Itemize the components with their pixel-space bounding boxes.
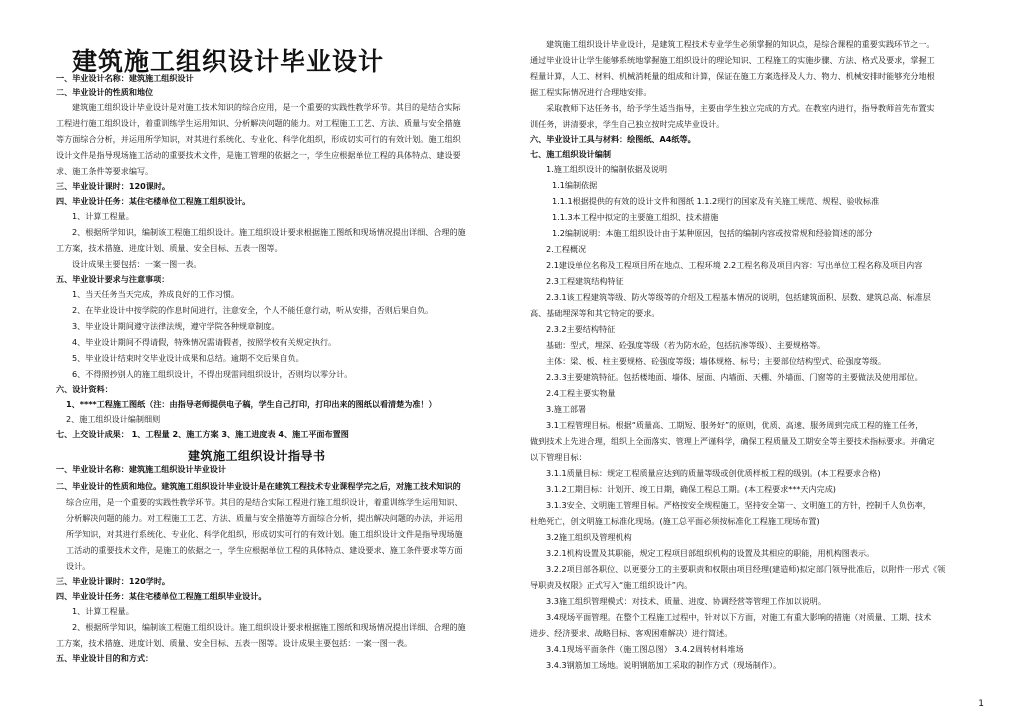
- text-line: 4、毕业设计期间不得请假，特殊情况需请假者，按照学校有关规定执行。: [72, 337, 337, 347]
- text-line: 建筑施工组织设计毕业设计是对施工技术知识的综合应用，是一个重要的实践性教学环节。其目的是结合实际: [72, 102, 461, 112]
- section-heading: 六、毕业设计工具与材料：绘图纸、A4纸等。: [530, 134, 696, 144]
- section-heading: 一、毕业设计名称：建筑施工组织设计毕业设计: [56, 464, 226, 474]
- text-line: 通过毕业设计让学生能够系统地掌握施工组织设计的理论知识、工程施工的实施步骤、方法、格式及要求，掌握工: [530, 55, 935, 65]
- section-heading: 五、毕业设计要求与注意事项：: [56, 274, 170, 284]
- text-line: 3.4.1现场平面条件（施工图总图） 3.4.2周转材料堆场: [546, 644, 744, 654]
- text-line: 分析解决问题的能力。对工程施工工艺、方法、质量与安全措施等方面综合分析，提出解决问题的办法，并运用: [66, 513, 463, 523]
- section-heading: 五、毕业设计目的和方式：: [56, 653, 154, 663]
- text-line: 2、施工组织设计编制细则: [66, 414, 161, 424]
- text-line: 训任务，讲清要求，学生自己独立按时完成毕业设计。: [530, 119, 725, 129]
- text-line: 2、根据所学知识，编制该工程施工组织设计。施工组织设计要求根据施工图纸和现场情况提出详细、合理的施: [72, 227, 466, 237]
- text-line: 3.1工程管理目标。根据“质量高、工期短、服务好”的原则，优质、高速、服务周到完成工程的施工任务，: [546, 420, 924, 430]
- text-line: 3.4现场平面管理。在整个工程施工过程中，针对以下方面，对施工有重大影响的措施（对质量、工期、技术: [546, 612, 932, 622]
- text-line: 3.1.3安全、文明施工管理目标。严格按安全规程施工，坚持安全第一、文明施工的方针，控制千人负伤率，: [546, 500, 931, 510]
- text-line: 5、毕业设计结束时交毕业设计成果和总结。逾期不交后果自负。: [72, 353, 304, 363]
- text-line: 进步、经济要求、战略目标、客观困难解决）进行简述。: [530, 628, 733, 638]
- text-line: 导职责及权限》正式写入“施工组织设计”内。: [530, 580, 693, 590]
- text-line: 高、基础埋深等和其它特定的要求。: [530, 308, 660, 318]
- text-line: 基础：型式，埋深、砼强度等级（若为防水砼，包括抗渗等级）、主要规格等。: [546, 340, 826, 350]
- text-line: 3.2.1机构设置及其职能，规定工程项目部组织机构的设置及其相应的职能，用机构图表示。: [546, 548, 875, 558]
- text-line: 综合应用，是一个重要的实践性教学环节。其目的是结合实际工程进行施工组织设计，着重训练学生运用知识、: [66, 497, 463, 507]
- section-heading: 一、毕业设计名称：建筑施工组织设计: [56, 73, 194, 83]
- section-heading: 三、毕业设计课时：120学时。: [56, 576, 171, 586]
- text-line: 2.3.2主要结构特征: [546, 324, 616, 334]
- text-line: 做到技术上先进合理，组织上全面落实、管理上严谨科学，确保工程质量及工期安全等主要技术指标要求。并确定: [530, 436, 935, 446]
- guide-subtitle: 建筑施工组织设计指导书: [188, 449, 326, 463]
- text-line: 1、当天任务当天完成，养成良好的工作习惯。: [72, 289, 240, 299]
- text-line: 2、根据所学知识，编制该工程施工组织设计。施工组织设计要求根据施工图纸和现场情况提出详细、合理的施: [72, 622, 466, 632]
- text-line: 3.2施工组织及管理机构: [546, 532, 632, 542]
- text-line: 工方案，技术措施、进度计划、质量、安全目标、五表一图等。设计成果主要包括：一案一图一表。: [56, 638, 413, 648]
- text-line: 建筑施工组织设计毕业设计，是建筑工程技术专业学生必须掌握的知识点，是综合课程的重要实践环节之一。: [546, 39, 935, 49]
- text-line: 1、计算工程量。: [72, 606, 134, 616]
- text-line: 3.3施工组织管理模式：对技术、质量、进度、协调经营等管理工作加以说明。: [546, 596, 826, 606]
- text-line: 1、计算工程量。: [72, 211, 134, 221]
- text-line: 1.施工组织设计的编制依据及说明: [546, 164, 668, 174]
- text-line: 3.1.1质量目标：规定工程质量应达到的质量等级或创优质样板工程的级别。(本工程要求合格): [546, 468, 881, 478]
- section-heading: 三、毕业设计课时：120课时。: [56, 181, 171, 191]
- section-heading: 1、****工程施工图纸（注：由指导老师提供电子稿，学生自己打印，打印出来的图纸以看清楚为准！）: [66, 399, 437, 409]
- text-line: 2.1建设单位名称及工程项目所在地点、工程环境 2.2工程名称及项目内容：写出单位工程名称及项目内容: [546, 260, 923, 270]
- text-line: 工活动的重要技术文件，是施工的依据之一，学生应根据单位工程的具体特点、建设要求、施工条件要求等方面: [66, 545, 463, 555]
- section-heading: 二、毕业设计的性质和地位。建筑施工组织设计毕业设计是在建筑工程技术专业课程学完之后，对施工技术知识的: [56, 481, 461, 491]
- page-number: 1: [978, 699, 984, 709]
- text-line: 设计成果主要包括：一案一图一表。: [72, 259, 202, 269]
- text-line: 程量计算，人工、材料、机械消耗量的组成和计算，保证在施工方案选择及人力、物力、机械安排时能够充分地根: [530, 71, 935, 81]
- text-line: 2.3.1该工程建筑等级、防火等级等的介绍及工程基本情况的说明，包括建筑面积、层数、建筑总高、标准层: [546, 292, 931, 302]
- text-line: 1.1.1根据提供的有效的设计文件和图纸 1.1.2现行的国家及有关施工规范、规程、验收标准: [552, 196, 880, 206]
- text-line: 求、施工条件等要求编写。: [56, 166, 154, 176]
- text-line: 1.1编制依据: [552, 180, 598, 190]
- text-line: 2、在毕业设计中按学院的作息时间进行，注意安全，个人不能任意行动，听从安排，否则后果自负。: [72, 305, 434, 315]
- text-line: 2.3.3主要建筑特征。包括楼地面、墙体、屋面、内墙面、天棚、外墙面、门窗等的主要做法及使用部位。: [546, 372, 923, 382]
- text-line: 6、不得照抄别人的施工组织设计，不得出现雷同组织设计，否则均以零分计。: [72, 369, 353, 379]
- text-line: 1.1.3本工程中拟定的主要施工组织、技术措施: [552, 212, 719, 222]
- text-line: 3.4.3钢筋加工场地。说明钢筋加工采取的制作方式（现场制作）。: [546, 660, 782, 670]
- text-line: 3.2.2项目部各职位、以更要分工的主要职责和权限由项目经理(建造师)拟定部门领导批准后，以附件一形式《领: [546, 564, 946, 574]
- text-line: 据工程实际情况进行合理地安排。: [530, 87, 652, 97]
- text-line: 工程进行施工组织设计，着重训练学生运用知识、分析解决问题的能力。对工程施工工艺、方法、质量与安全措施: [56, 118, 461, 128]
- section-heading: 七、施工组织设计编制: [530, 149, 611, 159]
- text-line: 工方案，技术措施、进度计划、质量、安全目标、五表一图等。: [56, 243, 283, 253]
- section-heading: 六、设计资料：: [56, 384, 113, 394]
- text-line: 等方面综合分析，并运用所学知识，对其进行系统化、专业化、科学化组织，形成切实可行的有效计划。施工组织: [56, 134, 461, 144]
- text-line: 2.4工程主要实物量: [546, 388, 616, 398]
- text-line: 主体：梁、板、柱主要规格、砼强度等级；墙体规格、标号；主要部位结构型式、砼强度等级。: [546, 356, 886, 366]
- text-line: 设计。: [66, 561, 91, 571]
- text-line: 杜绝死亡，创文明施工标准化现场。(施工总平面必须按标准化工程施工现场布置): [530, 516, 820, 526]
- text-line: 3、毕业设计期间遵守法律法规，遵守学院各种规章制度。: [72, 321, 280, 331]
- section-heading: 四、毕业设计任务：某住宅楼单位工程施工组织设计。: [56, 196, 251, 206]
- section-heading: 四、毕业设计任务：某住宅楼单位工程施工组织毕业设计。: [56, 591, 267, 601]
- text-line: 所学知识，对其进行系统化、专业化、科学化组织，形成切实可行的有效计划。施工组织设计文件是指导现场施: [66, 529, 463, 539]
- text-line: 以下管理目标：: [530, 452, 587, 462]
- section-heading: 二、毕业设计的性质和地位: [56, 87, 154, 97]
- document-title: 建筑施工组织设计毕业设计: [72, 47, 385, 76]
- text-line: 3.1.2工期目标：计划开、竣工日期，确保工程总工期。(本工程要求***天内完成): [546, 484, 836, 494]
- text-line: 采取教师下达任务书，给予学生适当指导，主要由学生独立完成的方式。在教室内进行，指导教师首先布置实: [546, 103, 935, 113]
- text-line: 3.施工部署: [546, 404, 587, 414]
- section-heading: 七、上交设计成果： 1、工程量 2、施工方案 3、施工进度表 4、施工平面布置图: [56, 429, 349, 439]
- text-line: 设计文件是指导现场施工活动的重要技术文件，是施工管理的依据之一，学生应根据单位工程的具体特点、建设要: [56, 150, 461, 160]
- text-line: 1.2编制说明：本施工组织设计由于某种原因，包括的编制内容或按常规和经验简述的部分: [552, 228, 873, 238]
- text-line: 2.工程概况: [546, 244, 587, 254]
- text-line: 2.3工程建筑结构特征: [546, 276, 624, 286]
